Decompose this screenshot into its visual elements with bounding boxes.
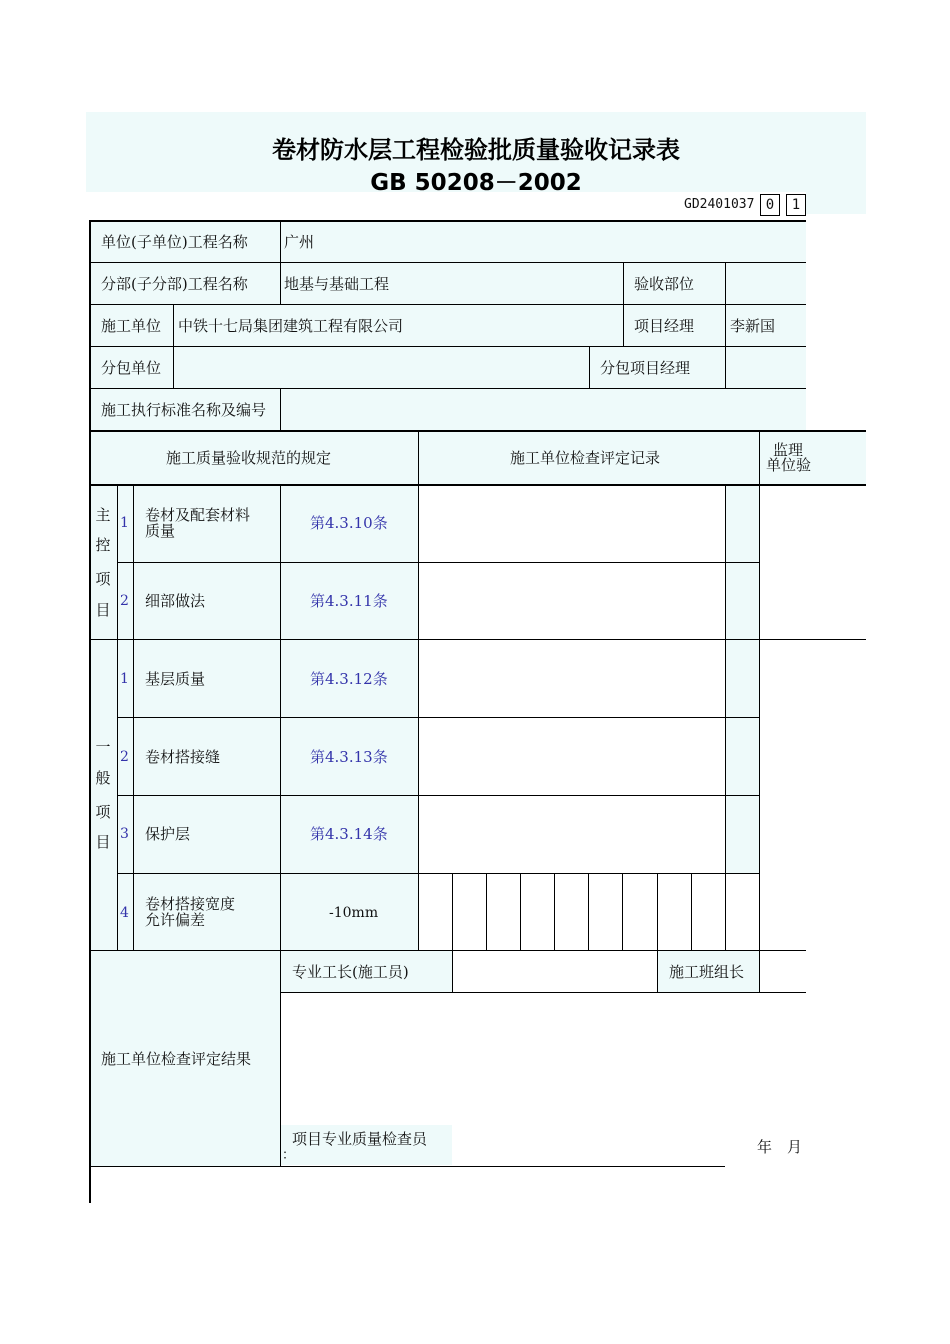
- standard-label: 施工执行标准名称及编号: [101, 401, 267, 419]
- sub-project-label: 分部(子分部)工程名称: [101, 275, 248, 293]
- col-check-record-header: 施工单位检查评定记录: [510, 449, 661, 467]
- general-item-4-name-1: 卷材搭接宽度: [145, 895, 236, 913]
- general-item-2-clause: 第4.3.13条: [310, 748, 388, 766]
- check-record-cell-general-3[interactable]: [419, 796, 725, 873]
- general-group-char-1: 一: [95, 738, 111, 756]
- general-item-3-name: 保护层: [145, 825, 191, 843]
- general-item-4-name-2: 允许偏差: [145, 911, 206, 929]
- main-item-2-clause: 第4.3.11条: [310, 592, 388, 610]
- inspector-label: 项目专业质量检查员: [292, 1130, 428, 1148]
- team-leader-value[interactable]: [760, 951, 806, 992]
- construction-unit-label: 施工单位: [101, 317, 162, 335]
- col-spec-header: 施工质量验收规范的规定: [166, 449, 332, 467]
- unit-project-label: 单位(子单位)工程名称: [101, 233, 248, 251]
- result-label: 施工单位检查评定结果: [101, 1050, 252, 1068]
- code-box-2[interactable]: 1: [786, 194, 806, 216]
- general-item-1-clause: 第4.3.12条: [310, 670, 388, 688]
- main-group-char-3: 项: [95, 570, 111, 588]
- general-item-1-no: 1: [120, 671, 129, 687]
- project-manager-label: 项目经理: [634, 317, 695, 335]
- team-leader-label: 施工班组长: [669, 963, 745, 981]
- subcontractor-label: 分包单位: [101, 359, 162, 377]
- general-group-char-3: 项: [95, 803, 111, 821]
- supervision-cell-main[interactable]: [760, 486, 806, 639]
- main-item-1-name-1: 卷材及配套材料: [145, 506, 251, 524]
- main-item-1-name-2: 质量: [145, 522, 176, 540]
- construction-unit-value[interactable]: 中铁十七局集团建筑工程有限公司: [178, 317, 404, 335]
- general-group-char-2: 般: [95, 769, 111, 787]
- supervision-cell-general[interactable]: [760, 640, 806, 950]
- result-content[interactable]: [281, 993, 806, 1123]
- items-label-shade: [90, 485, 418, 951]
- general-item-1-name: 基层质量: [145, 670, 206, 688]
- sub-manager-label: 分包项目经理: [600, 359, 691, 377]
- foreman-value[interactable]: [453, 951, 656, 992]
- form-title: 卷材防水层工程检验批质量验收记录表: [272, 136, 680, 164]
- main-item-1-clause: 第4.3.10条: [310, 514, 388, 532]
- general-item-2-name: 卷材搭接缝: [145, 748, 221, 766]
- main-item-2-no: 2: [120, 593, 129, 609]
- general-item-4-no: 4: [120, 905, 129, 921]
- general-item-4-tolerance: -10mm: [329, 905, 379, 921]
- unit-project-value[interactable]: 广州: [284, 233, 315, 251]
- general-item-2-no: 2: [120, 749, 129, 765]
- project-manager-value[interactable]: 李新国: [730, 317, 776, 335]
- main-item-2-name: 细部做法: [145, 592, 206, 610]
- check-record-cell-main-1[interactable]: [419, 486, 725, 562]
- foreman-label: 专业工长(施工员): [292, 963, 409, 981]
- check-record-cell-general-1[interactable]: [419, 640, 725, 717]
- form-code: GD2401037: [684, 197, 755, 212]
- general-item-3-clause: 第4.3.14条: [310, 825, 388, 843]
- acceptance-part-label: 验收部位: [634, 275, 695, 293]
- check-record-cell-general-2[interactable]: [419, 718, 725, 795]
- main-group-char-2: 控: [95, 536, 111, 554]
- sub-project-value[interactable]: 地基与基础工程: [284, 275, 390, 293]
- main-group-char-1: 主: [95, 506, 111, 524]
- main-group-char-4: 目: [95, 601, 111, 619]
- items-right-strip-shade: [725, 485, 759, 873]
- main-item-1-no: 1: [120, 515, 129, 531]
- date-text: 年 月: [757, 1138, 803, 1156]
- col-supervision-header-2-clip: [766, 456, 812, 475]
- code-box-1[interactable]: 0: [760, 194, 780, 216]
- general-item-3-no: 3: [120, 826, 129, 842]
- inspector-colon: ：: [282, 1148, 296, 1163]
- col-supervision-header-2: 单位验: [766, 456, 812, 474]
- general-group-char-4: 目: [95, 833, 111, 851]
- standard-number: GB 50208－2002: [370, 170, 582, 196]
- check-record-cell-main-2[interactable]: [419, 563, 725, 639]
- col-supervision-header-1: 监理: [773, 441, 804, 459]
